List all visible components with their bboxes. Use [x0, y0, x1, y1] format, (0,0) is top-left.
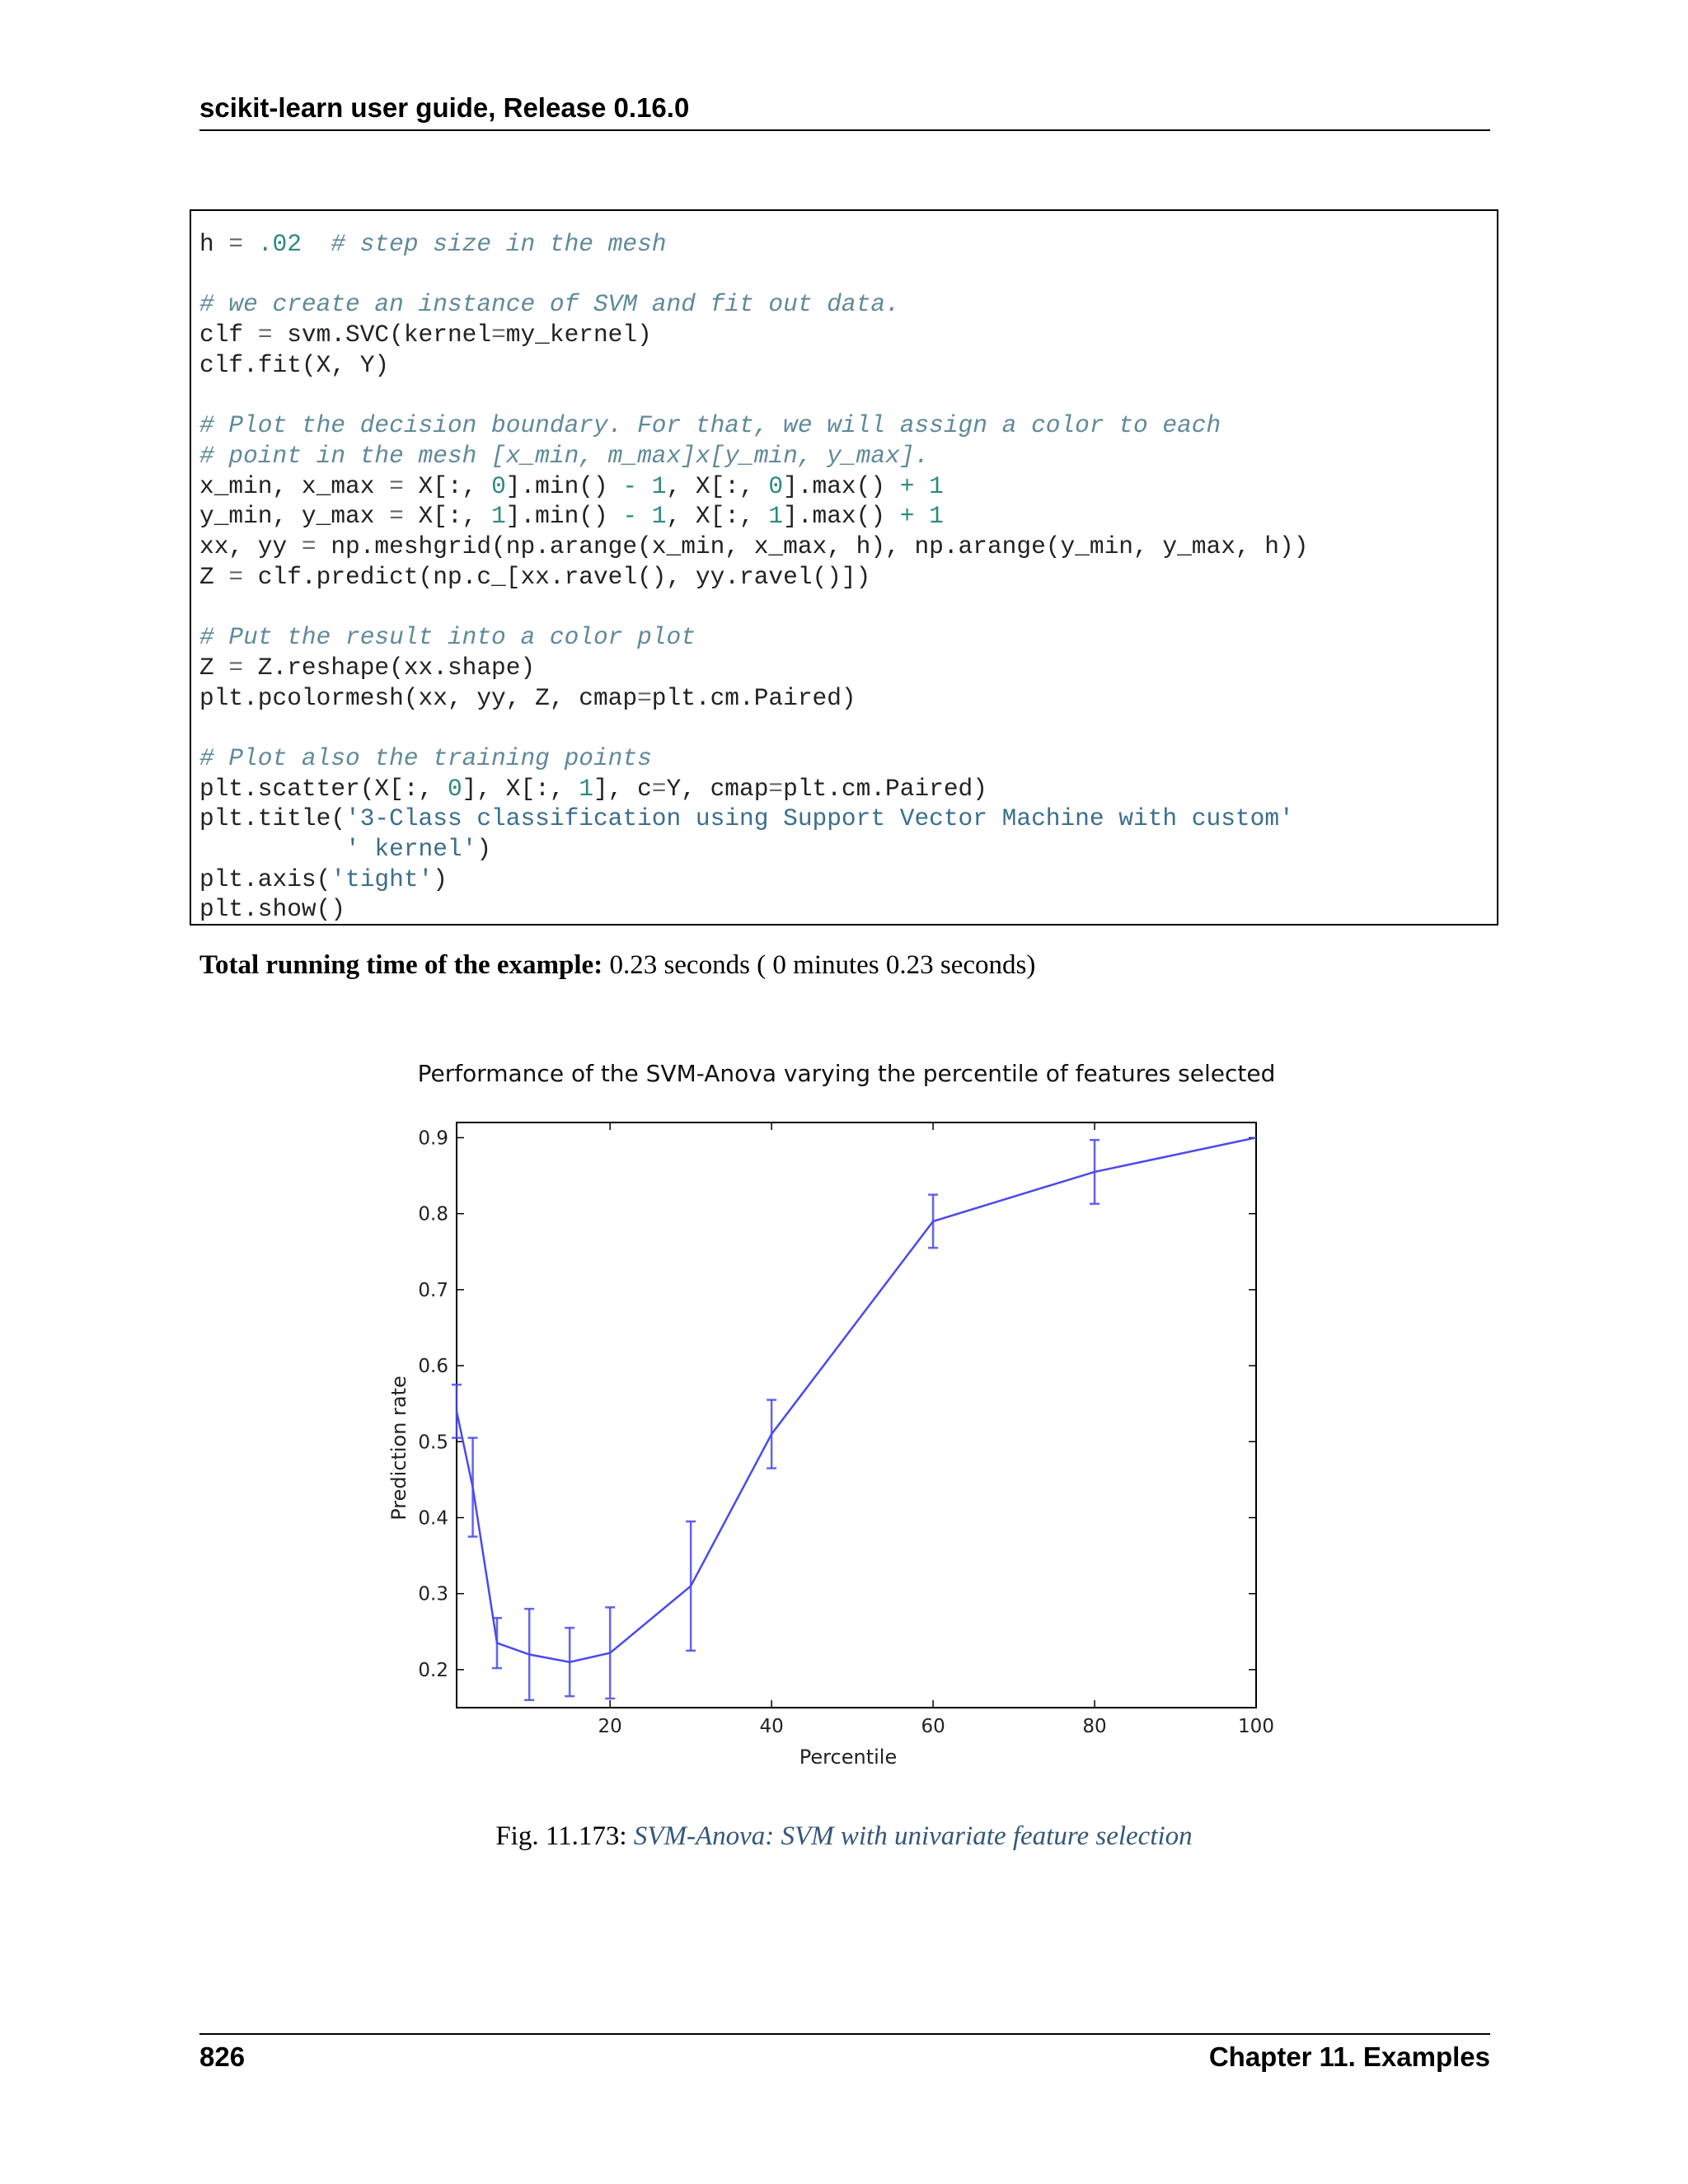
- page-number: 826: [199, 2041, 246, 2072]
- y-tick-label: 0.9: [418, 1127, 448, 1150]
- code-line: xx, yy = np.meshgrid(np.arange(x_min, x_max, h), np.arange(y_min, y_max, h)): [199, 532, 1309, 561]
- figure-caption: [0, 1821, 1688, 1852]
- code-line: x_min, x_max = X[:, 0].min() - 1, X[:, 0].max() + 1: [199, 471, 944, 500]
- code-line: # Plot also the training points: [199, 743, 652, 772]
- code-line: # point in the mesh [x_min, m_max]x[y_min, y_max].: [199, 441, 930, 470]
- chart-title: Performance of the SVM-Anova varying the percentile of features selected: [417, 1060, 1276, 1087]
- code-line: # Plot the decision boundary. For that, we will assign a color to each: [199, 411, 1221, 440]
- code-line: [199, 381, 1497, 411]
- x-tick-label: 20: [598, 1716, 622, 1737]
- code-line: plt.show(): [199, 895, 346, 924]
- y-tick-label: 0.8: [418, 1203, 448, 1226]
- code-line: plt.scatter(X[:, 0], X[:, 1], c=Y, cmap=plt.cm.Paired): [199, 774, 987, 803]
- code-line: [199, 713, 1497, 743]
- code-line: clf = svm.SVC(kernel=my_kernel): [199, 321, 652, 349]
- y-axis-label: Prediction rate: [387, 1376, 410, 1521]
- footer-divider: [199, 2033, 1490, 2035]
- x-tick-label: 80: [1082, 1716, 1107, 1737]
- code-line: plt.title('3-Class classification using Support Vector Machine with custom': [199, 804, 1294, 833]
- code-line: clf.fit(X, Y): [199, 350, 390, 379]
- figure: [354, 1047, 1352, 1780]
- x-tick-label: 40: [759, 1716, 784, 1737]
- running-time: [199, 950, 1035, 981]
- code-line: # we create an instance of SVM and fit out data.: [199, 290, 900, 319]
- y-tick-label: 0.7: [418, 1279, 448, 1301]
- code-line: plt.pcolormesh(xx, yy, Z, cmap=plt.cm.Paired): [199, 683, 856, 712]
- code-text: [199, 229, 1497, 925]
- caption-link[interactable]: SVM-Anova: SVM with univariate feature selection: [633, 1821, 1193, 1851]
- code-line: [199, 592, 1497, 622]
- y-tick-label: 0.5: [418, 1432, 448, 1454]
- code-block: [190, 209, 1498, 926]
- x-tick-label: 100: [1238, 1716, 1274, 1737]
- x-tick-label: 60: [921, 1716, 945, 1737]
- code-line: Z = Z.reshape(xx.shape): [199, 653, 536, 682]
- chart: [354, 1047, 1352, 1780]
- y-tick-label: 0.3: [418, 1583, 448, 1605]
- code-line: [199, 260, 1497, 290]
- code-line: y_min, y_max = X[:, 1].min() - 1, X[:, 1].max() + 1: [199, 502, 944, 531]
- y-tick-label: 0.4: [418, 1507, 448, 1530]
- y-tick-label: 0.2: [418, 1659, 448, 1681]
- plot-area: [457, 1122, 1256, 1708]
- code-line: ' kernel'): [345, 835, 492, 864]
- header-divider: [199, 129, 1490, 131]
- code-line: h = .02 # step size in the mesh: [199, 230, 667, 258]
- caption-prefix: Fig. 11.173:: [495, 1821, 634, 1851]
- running-time-value: 0.23 seconds ( 0 minutes 0.23 seconds): [609, 950, 1036, 980]
- code-line: Z = clf.predict(np.c_[xx.ravel(), yy.ravel()]): [199, 562, 871, 591]
- y-tick-label: 0.6: [418, 1356, 448, 1378]
- x-axis-label: Percentile: [799, 1746, 898, 1769]
- footer: [199, 2041, 1490, 2073]
- running-header: scikit-learn user guide, Release 0.16.0: [199, 92, 690, 123]
- code-line: plt.axis('tight'): [199, 865, 448, 893]
- code-line: # Put the result into a color plot: [199, 623, 696, 652]
- chapter-title: Chapter 11. Examples: [1208, 2041, 1490, 2072]
- running-time-label: Total running time of the example:: [199, 950, 603, 980]
